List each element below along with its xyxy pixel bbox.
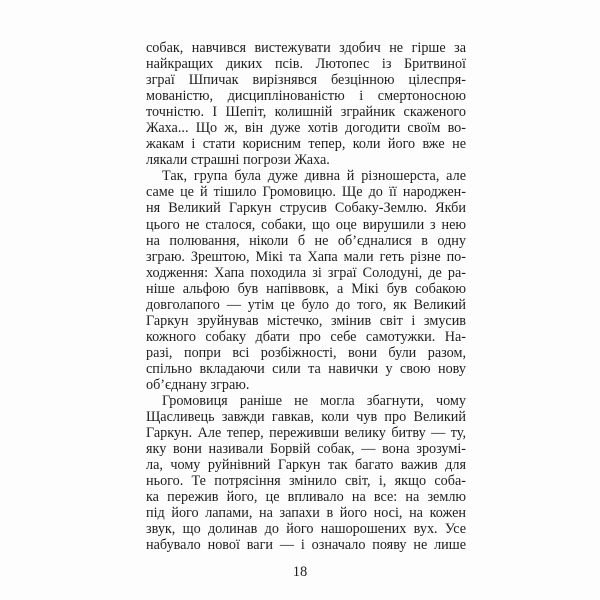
text-line: мованістю, дисциплінованістю і смертоносною	[146, 88, 466, 105]
text-line: спільно вкладаючи сили та навички у свою нову	[146, 360, 466, 377]
text-line: Гаркун зруйнував містечко, змінив світ і змусив	[146, 312, 466, 329]
text-line: собак, навчився вистежувати здобич не гірше за	[146, 40, 466, 56]
text-line: Так, група була дуже дивна й різношерста, але	[162, 168, 466, 185]
text-line: лякали страшні погрози Жаха.	[146, 152, 330, 169]
text-line: яку вони називали Борвій собак, — вона зрозумі-	[146, 441, 466, 458]
text-line: Жаха... Що ж, він дуже хотів догодити своїм во-	[146, 120, 466, 137]
text-line: зграю. Зрештою, Мікі та Хапа мали геть різне по-	[146, 248, 466, 265]
text-line: зграї Шпичак вирізнявся безцінною цілеспря-	[146, 72, 466, 89]
text-line: ла, чому руйнівний Гаркун так багато важив для	[146, 457, 466, 474]
text-line: разі, попри всі розбіжності, вони були разом,	[146, 344, 466, 361]
text-line: об’єднану зграю.	[146, 376, 250, 393]
text-line: точністю. І Шепіт, колишній зграйник скаженого	[146, 104, 466, 121]
text-line: Гаркун. Але тепер, переживши велику битву — ту,	[146, 425, 466, 442]
text-line: набувало нової ваги — і означало появу не лише	[146, 537, 466, 554]
text-line: цього не сталося, собаки, що оце вирушили з нею	[146, 216, 466, 233]
text-line: ка пережив його, це впливало на все: на землю	[146, 489, 466, 506]
text-line: найкращих диких псів. Лютопес із Бритвиної	[146, 56, 466, 73]
text-line: ня Великий Гаркун струсив Собаку-Землю. Якби	[146, 200, 466, 217]
text-line: під його лапами, на запахи в його носі, на кожен	[146, 505, 466, 522]
text-line: жакам і стати корисним тепер, коли його вже не	[146, 136, 466, 153]
text-line: довголапого — утім це було до того, як Великий	[146, 296, 466, 313]
text-line: ходження: Хапа походила зі зграї Солодуні, де ра-	[146, 264, 466, 281]
page-number: 18	[292, 564, 308, 580]
text-line: на полювання, ніколи б не об’єдналися в одну	[146, 232, 466, 249]
text-line: Щасливець завжди гавкав, коли чув про Великий	[146, 409, 466, 426]
text-line: кожного собаку дбати про себе самотужки. На-	[146, 328, 466, 345]
text-line: ніше альфою був напіввовк, а Мікі був собакою	[146, 280, 466, 297]
text-line: нього. Те потрясіння змінило світ, і, якщо соба-	[146, 473, 466, 490]
text-line: Громовиця раніше не могла збагнути, чому	[162, 393, 466, 410]
body-text	[146, 40, 466, 554]
text-line: звук, що долинав до його нашорошених вух. Усе	[146, 521, 466, 538]
text-line: саме це й тішило Громовицю. Ще до її народжен-	[146, 184, 466, 201]
